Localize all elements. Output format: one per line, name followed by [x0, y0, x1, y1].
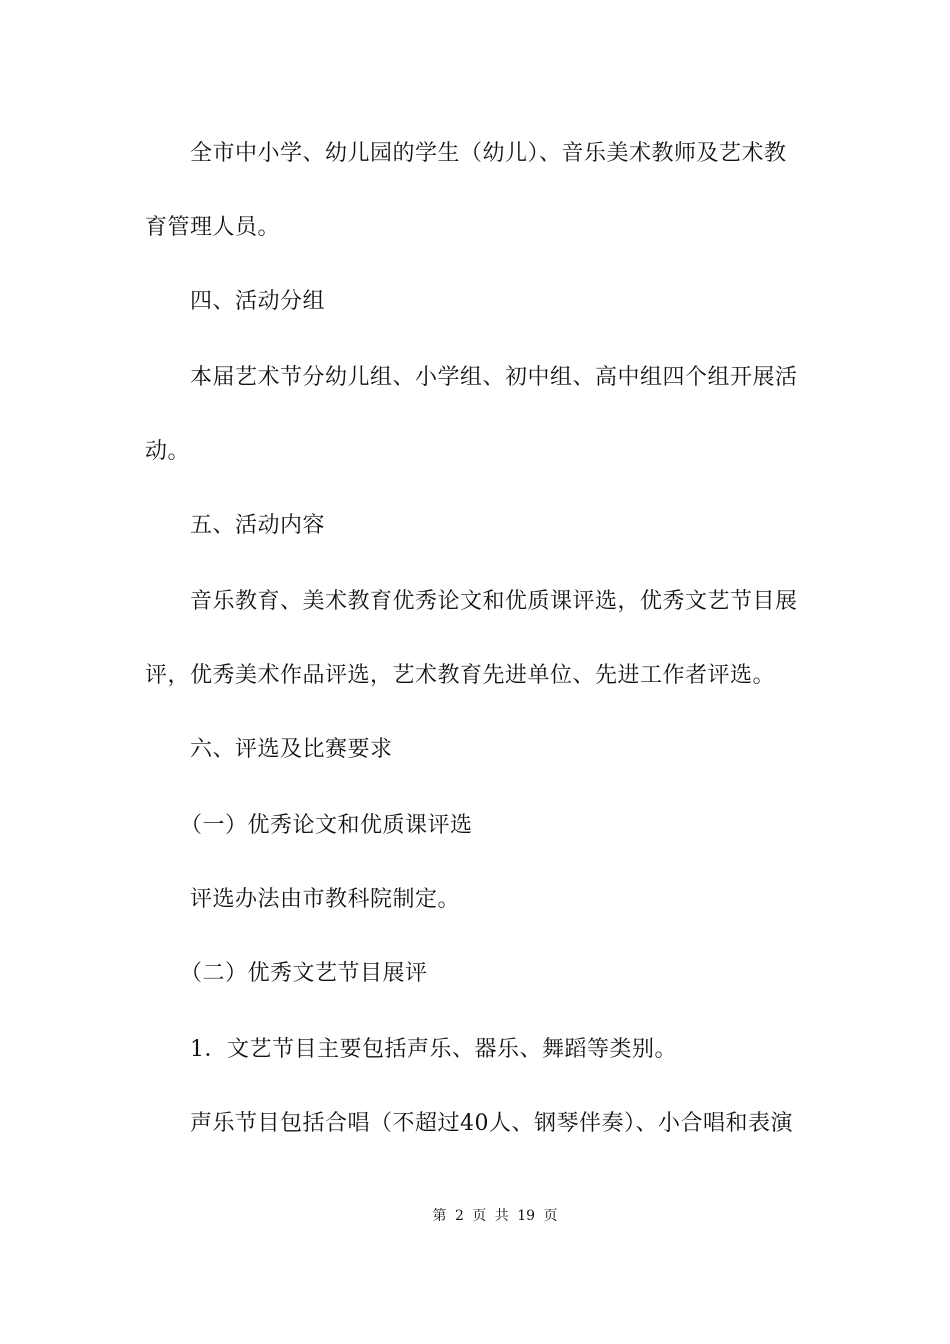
subsection-heading: （一）优秀论文和优质课评选 — [180, 813, 473, 838]
page-number-footer: 第 2 页 共 19 页 — [432, 1208, 558, 1224]
section-heading: 五、活动内容 — [190, 513, 326, 538]
section-heading: 六、评选及比赛要求 — [190, 737, 393, 762]
paragraph-line: 评选办法由市教科院制定。 — [190, 887, 461, 912]
subsection-heading: （二）优秀文艺节目展评 — [180, 961, 428, 986]
paragraph-line: 动。 — [145, 439, 191, 464]
paragraph-line: 本届艺术节分幼儿组、小学组、初中组、高中组四个组开展活 — [190, 365, 798, 390]
paragraph-line: 音乐教育、美术教育优秀论文和优质课评选，优秀文艺节目展 — [190, 589, 798, 614]
paragraph-line: 声乐节目包括合唱（不超过40人、钢琴伴奏）、小合唱和表演 — [190, 1111, 793, 1136]
paragraph-line: 全市中小学、幼儿园的学生（幼儿）、音乐美术教师及艺术教 — [190, 141, 787, 166]
paragraph-line: 1．文艺节目主要包括声乐、器乐、舞蹈等类别。 — [190, 1037, 677, 1062]
section-heading: 四、活动分组 — [190, 289, 326, 314]
paragraph-line: 育管理人员。 — [145, 215, 281, 240]
paragraph-line: 评，优秀美术作品评选，艺术教育先进单位、先进工作者评选。 — [145, 663, 776, 688]
